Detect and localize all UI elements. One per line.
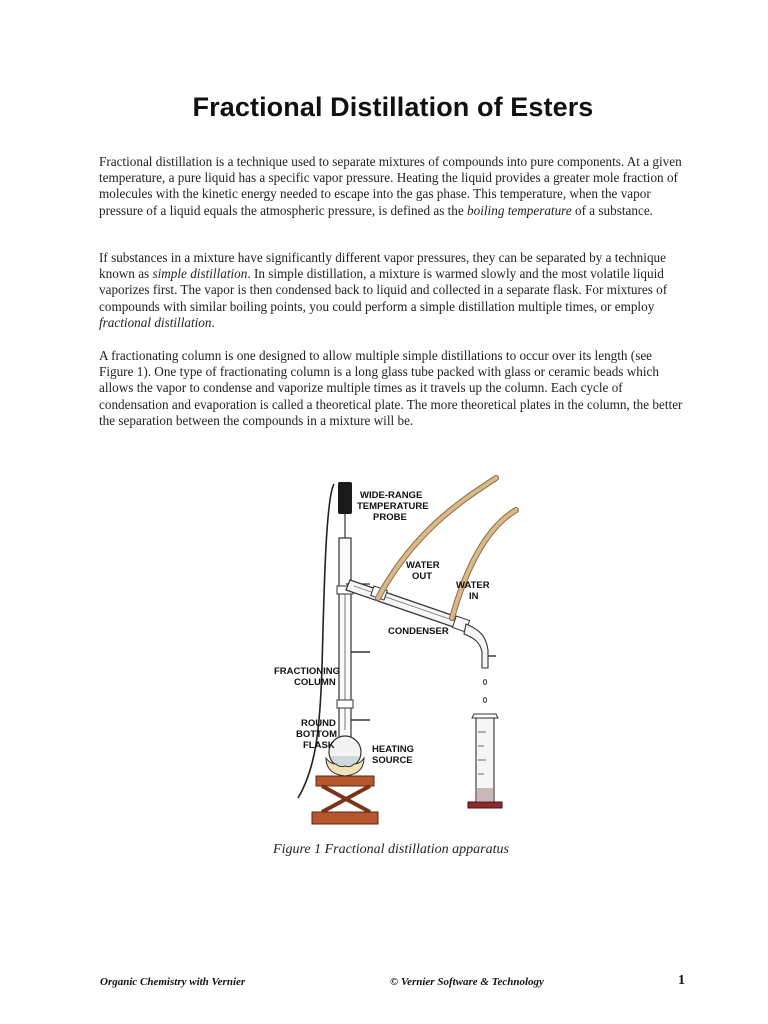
label-water-out-line1: WATER [406, 560, 440, 571]
condenser-inner [354, 586, 464, 624]
water-in-tubing-highlight [452, 510, 516, 618]
label-column-line2: COLUMN [294, 677, 336, 688]
paragraph-text: A fractionating column is one designed to allow multiple simple distillations to occur over its length (see Figure 1). One type of fractionating column is a long glass tube packed with glass or ceramic beads which allows the vapor to condense and vaporize multiple times as it travels up the column. Each cycle of condensation and evaporation is called a theoretical plate. The more theoretical plates in the column, the better the separation between the compounds in a mixture will be. [99, 348, 683, 428]
column-joint [337, 700, 353, 708]
paragraph-simple-distillation [99, 250, 689, 331]
term-boiling-temperature: boiling temperature [467, 202, 572, 218]
paragraph-text: Fractional distillation is a technique used to separate mixtures of compounds into pure components. At a given temperature, a pure liquid has a specific vapor pressure. Heating the liquid provides a greater mole fraction of molecules with the kinetic energy needed to escape into the gas phase. This temperature, when the vapor pressure of a liquid equals the atmospheric pressure, is defined as the [99, 154, 682, 218]
drip [483, 698, 486, 703]
label-flask-line2: BOTTOM [296, 729, 337, 740]
label-heating-line2: SOURCE [372, 755, 413, 766]
drip [483, 680, 486, 685]
temperature-probe [338, 482, 352, 514]
paragraph-intro [99, 154, 689, 219]
label-water-in-line1: WATER [456, 580, 490, 591]
paragraph-text: . In simple distillation, a mixture is warmed slowly and the most volatile liquid vaporizes first. The vapor is then condensed back to liquid and collected in a separate flask. For mixtures of compounds with similar boiling points, you could perform a simple distillation multiple times, or employ [99, 266, 668, 314]
paragraph-text: of a substance. [571, 202, 653, 218]
cylinder-lip [472, 714, 498, 718]
paragraph-text: . [211, 314, 215, 330]
lab-jack-scissor [322, 786, 370, 812]
label-water-in-line2: IN [469, 591, 479, 602]
distillation-apparatus-figure [266, 468, 528, 834]
lab-jack-base [312, 812, 378, 824]
label-flask-line3: FLASK [303, 740, 335, 751]
label-heating-line1: HEATING [372, 744, 415, 755]
apparatus-illustration [266, 468, 528, 834]
label-column-line1: FRACTIONING [274, 666, 340, 677]
label-condenser: CONDENSER [388, 626, 449, 637]
page-number: 1 [678, 973, 685, 988]
label-probe-line2: TEMPERATURE [357, 501, 429, 512]
figure-caption: Figure 1 Fractional distillation apparatus [273, 842, 509, 857]
cylinder-base [468, 802, 502, 808]
term-fractional-distillation: fractional distillation [99, 314, 212, 330]
label-water-out-line2: OUT [412, 571, 433, 582]
paragraph-text: If substances in a mixture have significantly different vapor pressures, they can be separated by a technique known as [99, 250, 666, 282]
label-flask-line1: ROUND [301, 718, 336, 729]
water-in-tubing [452, 510, 516, 618]
term-simple-distillation: simple distillation [152, 266, 248, 282]
collected-liquid [477, 788, 493, 801]
paragraph-fractionating-column [99, 348, 689, 429]
footer-book-title: Organic Chemistry with Vernier [100, 976, 246, 988]
label-probe-line3: PROBE [373, 512, 407, 523]
vacuum-adapter [464, 624, 488, 668]
condenser-tube [346, 580, 466, 630]
lab-jack-top [316, 776, 374, 786]
footer-copyright: © Vernier Software & Technology [390, 976, 544, 988]
label-probe-line1: WIDE-RANGE [360, 490, 423, 501]
page-title: Fractional Distillation of Esters [192, 92, 594, 122]
